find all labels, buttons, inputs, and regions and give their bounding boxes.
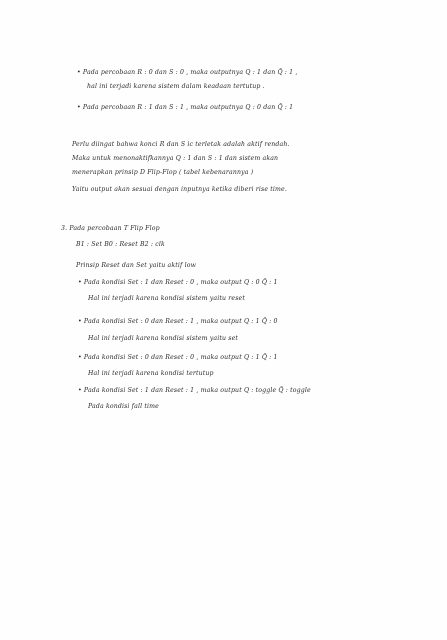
text-line: Hal ini terjadi karena kondisi sistem yaitu reset <box>88 295 245 302</box>
text-line: Perlu diingat bahwa konci R dan S ic terletak adalah aktif rendah. <box>72 141 290 148</box>
text-line: menerapkan prinsip D Flip-Flop ( tabel kebenarannya ) <box>72 169 254 176</box>
text-line: • Pada kondisi Set : 1 dan Reset : 1 , maka output Q : toggle Q̄ : toggle <box>78 387 311 394</box>
text-line: • Pada kondisi Set : 1 dan Reset : 0 , maka output Q : 0 Q̄ : 1 <box>78 279 278 286</box>
text-line: • Pada kondisi Set : 0 dan Reset : 1 , maka output Q : 1 Q̄ : 0 <box>78 318 278 325</box>
text-line: Hal ini terjadi karena kondisi sistem yaitu set <box>88 335 239 342</box>
text-line: Maka untuk menonaktifkannya Q : 1 dan S : 1 dan sistem akan <box>72 155 279 162</box>
text-line: hal ini terjadi karena sistem dalam keadaan tertutup . <box>87 83 265 90</box>
text-line: • Pada percobaan R : 1 dan S : 1 , maka outputnya Q : 0 dan Q̄ : 1 <box>77 104 294 111</box>
text-line: • Pada kondisi Set : 0 dan Reset : 0 , maka output Q : 1 Q̄ : 1 <box>78 354 278 361</box>
text-line: B1 : Set B0 : Reset B2 : clk <box>76 241 165 248</box>
text-line: Yaitu output akan sesuai dengan inputnya ketika diberi rise time. <box>72 186 287 193</box>
section-heading: 3. Pada percobaan T Flip Flop <box>61 225 160 232</box>
text-line: Pada kondisi fall time <box>88 403 159 410</box>
text-line: Prinsip Reset dan Set yaitu aktif low <box>76 262 197 269</box>
text-line: Hal ini terjadi karena kondisi tertutup <box>88 370 214 377</box>
text-line: • Pada percobaan R : 0 dan S : 0 , maka outputnya Q : 1 dan Q̄ : 1 , <box>77 69 298 76</box>
